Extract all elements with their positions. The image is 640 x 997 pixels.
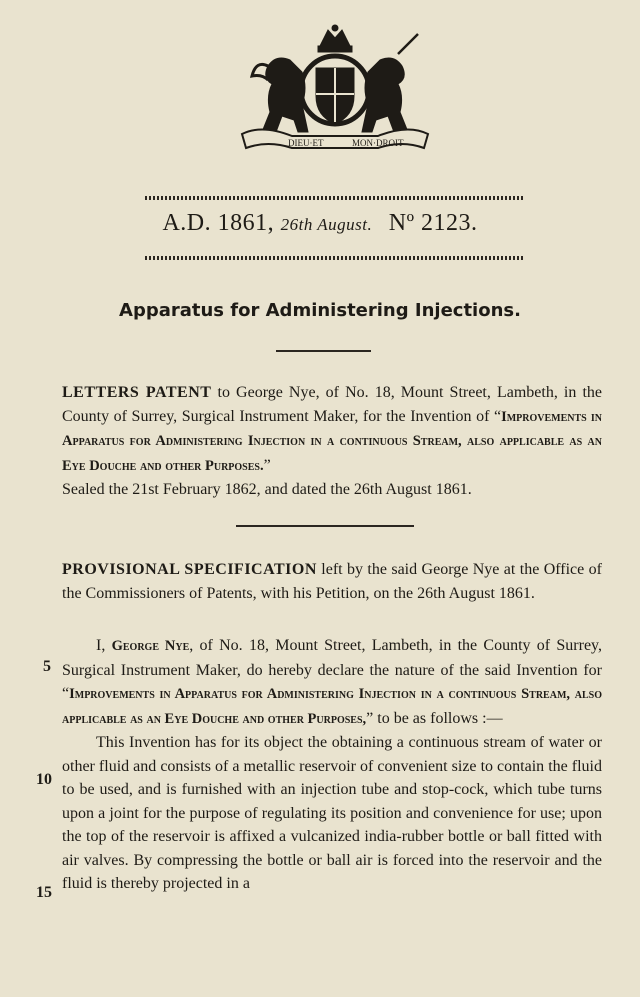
letters-patent-paragraph [62,381,602,478]
body-paragraph-2: This Invention has for its object the obtaining a continuous stream of water or other fluid and consists of a metallic reservoir of convenient size to contain the fluid to be used, and is furnished with an injection tube and stop-cock, which tube turns upon a joint for the purpose of regulating its position and convenience for use; upon the top of the reservoir is affixed a vulcanized india-rubber bottle or ball fitted with air valves. By compressing the bottle or ball air is forced into the reservoir and the fluid is thereby projected in a [62,734,602,892]
sealed-date: Sealed the 21st February 1862, and dated the 26th August 1861. [62,481,472,498]
body-paragraph-1: I, George Nye, of No. 18, Mount Street, Lambeth, in the County of Surrey, Surgical Instrument Maker, do hereby declare the nature of the said Invention for “Improvements in Apparatus for Administering Injection in a continuous Stream, also applicable as an Eye Douche and other Purposes,” to be as follows :— [62,637,603,727]
invention-title-2: Improvements in Apparatus for Administering Injection in a continuous Stream, also applicable as an Eye Douche and other Purposes, [62,686,602,727]
divider-rule-2 [236,525,414,527]
patent-number: Nº 2123. [388,210,478,236]
letters-patent-close: ” [263,456,271,474]
provisional-text: left by the said George Nye at the Office of the Commissioners of Patents, with his Petition, on the 26th August 1861. [62,561,602,602]
date-italic: 26th August. [280,215,373,234]
letters-patent-lead: LETTERS PATENT [62,384,212,401]
line-number-5: 5 [43,658,51,675]
motto-left-text: DIEU·ET [288,138,324,148]
letters-patent-text: to George Nye, of No. 18, Mount Street, Lambeth, in the County of Surrey, Surgical Instrument Maker, for the Invention of “ [62,384,602,425]
document-title: Apparatus for Administering Injections. [119,300,521,321]
provisional-lead: PROVISIONAL SPECIFICATION [62,561,317,578]
line-number-15: 15 [36,884,52,901]
invention-title-1: Improvements in Apparatus for Administering Injection in a continuous Stream, also applicable as an Eye Douche and other Purposes. [62,408,603,474]
royal-coat-of-arms [232,24,438,156]
divider-rule-1 [276,350,371,352]
ad-year: A.D. 1861, [162,210,275,236]
specification-body [62,634,602,896]
line-number-10: 10 [36,771,52,788]
patent-date-line [0,210,640,237]
ornamental-rule-top [145,196,525,200]
provisional-specification-heading [62,558,602,605]
inventor-name: George Nye [111,638,190,654]
motto-right-text: MON·DROIT [352,138,404,148]
ornamental-rule-bottom [145,256,525,260]
